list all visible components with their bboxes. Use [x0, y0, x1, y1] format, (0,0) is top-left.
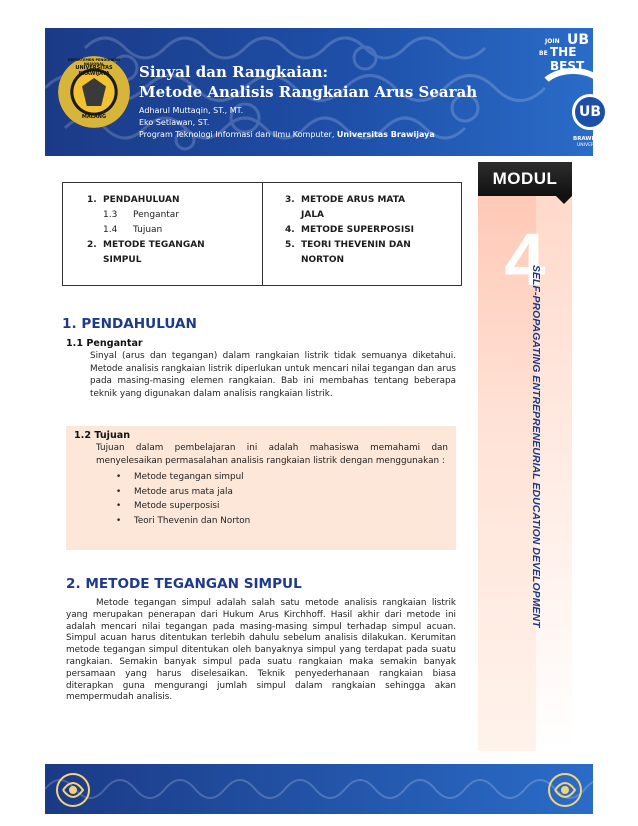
- toc-right-column: [262, 183, 461, 285]
- section2-body: [66, 598, 456, 704]
- ornament-icon-left: [53, 770, 93, 810]
- list-item-text: Metode tegangan simpul: [134, 472, 244, 482]
- author-1: Adharul Muttaqin, ST., MT.: [139, 106, 244, 115]
- ub-be-text: BE: [539, 50, 548, 57]
- toc-subitem[interactable]: [87, 223, 254, 238]
- ornament-icon-right: [545, 770, 585, 810]
- program-affiliation: [139, 129, 519, 141]
- program-university: Universitas Brawijaya: [336, 130, 435, 139]
- toc-item-continued[interactable]: [285, 253, 453, 268]
- section2-paragraph: Metode tegangan simpul adalah salah satu metode analisis rangkaian listrik yang merupakan penerapan dari Hukum Arus Kirchhoff. Hasil akhir dari metode ini adalah mencari nilai tegangan pada masing-masing simpul terhadap simpul acuan. Simpul acuan harus ditentukan terlebih dahulu sebelum analisis dilakukan. Kerumitan metode tegangan simpul ditentukan oleh banyaknya simpul yang terdapat pada suatu rangkaian. Semakin banyak simpul pada suatu rangkaian maka semakin banyak persamaan yang harus diselesaikan. Teknik penyederhanaan rangkaian biasa diterapkan guna mengurangi jumlah simpul dalam rangkaian sehingga akan mempermudah analisis.: [66, 598, 456, 703]
- list-item-text: Metode arus mata jala: [134, 486, 233, 497]
- bullet-icon: •: [116, 515, 122, 526]
- toc-subitem[interactable]: [87, 208, 254, 223]
- toc-subitem-label: Pengantar: [133, 210, 180, 220]
- toc-item-label: JALA: [301, 210, 325, 220]
- ub-brawijaya-text: BRAWIJAYA: [573, 136, 608, 142]
- toc-item-label: PENDAHULUAN: [103, 195, 180, 205]
- toc-subitem-number: 1.4: [103, 225, 118, 235]
- modul-label-box: MODUL: [478, 162, 572, 196]
- crest-text-top: DEPARTEMEN PENDIDIKAN NASIONAL: [67, 58, 121, 66]
- toc-item-continued[interactable]: [285, 208, 453, 223]
- list-item: [116, 485, 448, 500]
- table-of-contents: [62, 182, 462, 286]
- pengantar-heading: 1.1 Pengantar: [66, 338, 143, 349]
- list-item: [116, 514, 448, 529]
- bullet-icon: •: [116, 486, 122, 497]
- toc-item-number: 1.: [87, 195, 97, 205]
- module-title-line2: Metode Analisis Rangkaian Arus Searah: [139, 83, 478, 101]
- crest-emblem: [82, 78, 106, 106]
- section2-heading: 2. METODE TEGANGAN SIMPUL: [66, 576, 302, 592]
- ub-small-text: UB: [567, 32, 590, 48]
- tujuan-bullet-list: [74, 470, 448, 528]
- toc-item-label: METODE SUPERPOSISI: [301, 225, 415, 235]
- tujuan-paragraph: Tujuan dalam pembelajaran ini adalah mahasiswa memahami dan menyelesaikan permasalahan analisis rangkaian listrik dengan menggunakan :: [96, 443, 448, 466]
- crest-text-bottom: MALANG: [81, 114, 107, 120]
- toc-subitem-label: Tujuan: [133, 225, 163, 235]
- bullet-icon: •: [116, 472, 122, 482]
- toc-item[interactable]: [285, 223, 453, 238]
- list-item: [116, 470, 448, 485]
- footer-banner: [45, 764, 593, 814]
- toc-item-label: METODE ARUS MATA: [301, 195, 406, 205]
- ub-badge-logo: UB: [572, 94, 608, 130]
- toc-item[interactable]: [87, 238, 254, 253]
- university-crest-logo: [58, 56, 130, 128]
- pengantar-paragraph: Sinyal (arus dan tegangan) dalam rangkaian listrik tidak semuanya diketahui. Metode analisis rangkaian listrik diperlukan untuk mencari nilai tegangan dan arus pada masing-masing elemen rangkaian. Bab ini membahas tentang beberapa teknik yang digunakan dalam analisis rangkaian listrik.: [90, 351, 456, 399]
- list-item-text: Metode superposisi: [134, 501, 220, 511]
- toc-item-label: TEORI THEVENIN DAN: [301, 240, 411, 250]
- toc-item-label: METODE TEGANGAN: [103, 240, 205, 250]
- toc-left-column: [63, 183, 262, 285]
- crest-text-upper: UNIVERSITAS BRAWIJAYA: [75, 65, 113, 77]
- list-item-text: Teori Thevenin dan Norton: [134, 515, 251, 526]
- bullet-icon: •: [116, 501, 122, 511]
- tujuan-box: [66, 426, 456, 550]
- module-title-line1: Sinyal dan Rangkaian:: [139, 63, 329, 81]
- section1-heading: 1. PENDAHULUAN: [62, 316, 197, 332]
- toc-item[interactable]: [87, 193, 254, 208]
- toc-item-number: 4.: [285, 225, 295, 235]
- footer-swirl-pattern: [45, 764, 593, 814]
- toc-subitem-number: 1.3: [103, 210, 118, 220]
- toc-item-number: 2.: [87, 240, 97, 250]
- tujuan-heading: 1.2 Tujuan: [74, 430, 131, 441]
- modul-number: 4: [504, 218, 546, 301]
- toc-item-number: 5.: [285, 240, 295, 250]
- toc-item-number: 3.: [285, 195, 295, 205]
- sidebar-vertical-slogan: SELF-PROPAGATING ENTREPRENEURIAL EDUCATION DEVELOPMENT: [530, 265, 541, 628]
- ub-join-text: JOIN: [545, 38, 560, 45]
- title-block: [139, 62, 519, 141]
- pengantar-section: [66, 338, 456, 400]
- program-prefix: Program Teknologi Informasi dan Ilmu Komputer,: [139, 130, 337, 139]
- toc-item-continued[interactable]: [87, 253, 254, 268]
- header-banner: [45, 28, 608, 156]
- ub-university-text: UNIVERSITY: [577, 143, 604, 148]
- toc-item-label: SIMPUL: [103, 255, 142, 265]
- ub-the-best-text: THE BEST: [550, 45, 585, 73]
- author-2: Eko Setiawan, ST.: [139, 118, 210, 127]
- toc-item[interactable]: [285, 238, 453, 253]
- list-item: [116, 499, 448, 514]
- toc-item-label: NORTON: [301, 255, 345, 265]
- toc-item[interactable]: [285, 193, 453, 208]
